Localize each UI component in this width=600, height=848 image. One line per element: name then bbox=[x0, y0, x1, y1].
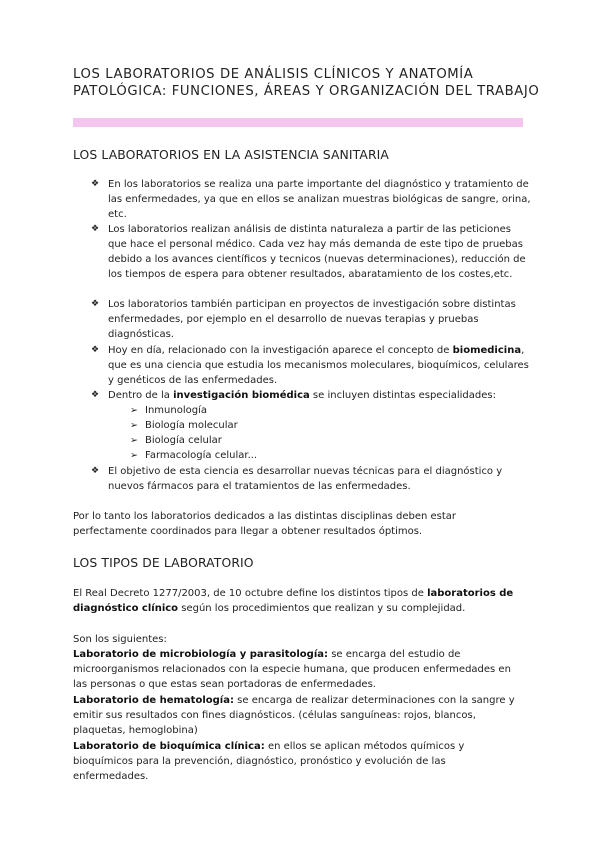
bullet-text: Dentro de la investigación biomédica se incluyen distintas especialidades: bbox=[108, 390, 496, 401]
bullet-text: Los laboratorios también participan en proyectos de investigación sobre distintas enfermedades, por ejemplo en el desarrollo de nuevas terapias y pruebas diagnósticas. bbox=[108, 299, 516, 340]
lab-type-microbiologia: Laboratorio de microbiología y parasitología: se encarga del estudio de microorganismos relacionados con la especie humana, que producen enfermedades en las personas o que estas sean portadoras de enfermedades. bbox=[73, 649, 511, 690]
term-investigacion-biomedica: investigación biomédica bbox=[173, 390, 310, 401]
sub-list-item: ➢ Inmunología bbox=[130, 405, 207, 416]
list-intro: Son los siguientes: bbox=[73, 634, 167, 645]
list-item bbox=[91, 343, 531, 388]
section-heading-asistencia: LOS LABORATORIOS EN LA ASISTENCIA SANITARIA bbox=[73, 147, 389, 162]
bullet-text: El objetivo de esta ciencia es desarrollar nuevas técnicas para el diagnóstico y nuevos fármacos para el tratamientos de las enfermedades. bbox=[108, 466, 503, 492]
diamond-bullet-icon: ❖ bbox=[91, 390, 100, 400]
diamond-bullet-icon: ❖ bbox=[91, 299, 100, 309]
diamond-bullet-icon: ❖ bbox=[91, 345, 100, 355]
sub-list-item: ➢ Farmacología celular... bbox=[130, 450, 258, 461]
bullet-text: En los laboratorios se realiza una parte importante del diagnóstico y tratamiento de las enfermedades, ya que en ellos se analizan muestras biológicas de sangre, orina, etc. bbox=[108, 179, 531, 220]
diamond-bullet-icon: ❖ bbox=[91, 179, 100, 189]
lab-type-hematologia: Laboratorio de hematología: se encarga de realizar determinaciones con la sangre y emitir sus resultados con fines diagnósticos. (células sanguíneas: rojos, blancos, plaquetas, hemoglobina) bbox=[73, 695, 515, 736]
bullet-text: Hoy en día, relacionado con la investigación aparece el concepto de biomedicina, que es una ciencia que estudia los mecanismos moleculares, bioquímicos, celulares y genéticos de las enfermedades. bbox=[108, 345, 529, 386]
arrowhead-bullet-icon: ➢ bbox=[130, 405, 138, 416]
list-item bbox=[91, 177, 531, 222]
diamond-bullet-icon: ❖ bbox=[91, 466, 100, 476]
term-biomedicina: biomedicina bbox=[452, 345, 522, 356]
list-item bbox=[91, 222, 531, 282]
sub-list-item: ➢ Biología celular bbox=[130, 435, 222, 446]
bullet-text: Los laboratorios realizan análisis de distinta naturaleza a partir de las peticiones que hace el personal médico. Cada vez hay más demanda de este tipo de pruebas debido a los avances científicos y tecnicos (nuevas determinaciones), reducción de los tiempos de espera para obtener resultados, abaratamiento de los costes,etc. bbox=[108, 224, 526, 280]
title-underline-bar bbox=[73, 118, 523, 127]
lab-type-bioquimica: Laboratorio de bioquímica clínica: en ellos se aplican métodos químicos y bioquímicos para la prevención, diagnóstico, pronóstico y evolución de las enfermedades. bbox=[73, 741, 465, 782]
term-laboratorios-diagnostico: laboratorios de diagnóstico clínico bbox=[73, 588, 514, 614]
arrowhead-bullet-icon: ➢ bbox=[130, 450, 138, 461]
arrowhead-bullet-icon: ➢ bbox=[130, 435, 138, 446]
section-heading-tipos: LOS TIPOS DE LABORATORIO bbox=[73, 555, 254, 570]
list-item bbox=[91, 297, 531, 342]
closing-paragraph: Por lo tanto los laboratorios dedicados a las distintas disciplinas deben estar perfectamente coordinados para llegar a obtener resultados óptimos. bbox=[73, 511, 457, 537]
list-item bbox=[91, 388, 531, 403]
list-item bbox=[91, 464, 531, 494]
document-title: LOS LABORATORIOS DE ANÁLISIS CLÍNICOS Y ANATOMÍA PATOLÓGICA: FUNCIONES, ÁREAS Y ORGANIZACIÓN DEL TRABAJO bbox=[73, 67, 540, 99]
intro-paragraph: El Real Decreto 1277/2003, de 10 octubre define los distintos tipos de laboratorios de diagnóstico clínico según los procedimientos que realizan y su complejidad. bbox=[73, 588, 514, 614]
arrowhead-bullet-icon: ➢ bbox=[130, 420, 138, 431]
diamond-bullet-icon: ❖ bbox=[91, 224, 100, 234]
sub-list-item: ➢ Biología molecular bbox=[130, 420, 238, 431]
